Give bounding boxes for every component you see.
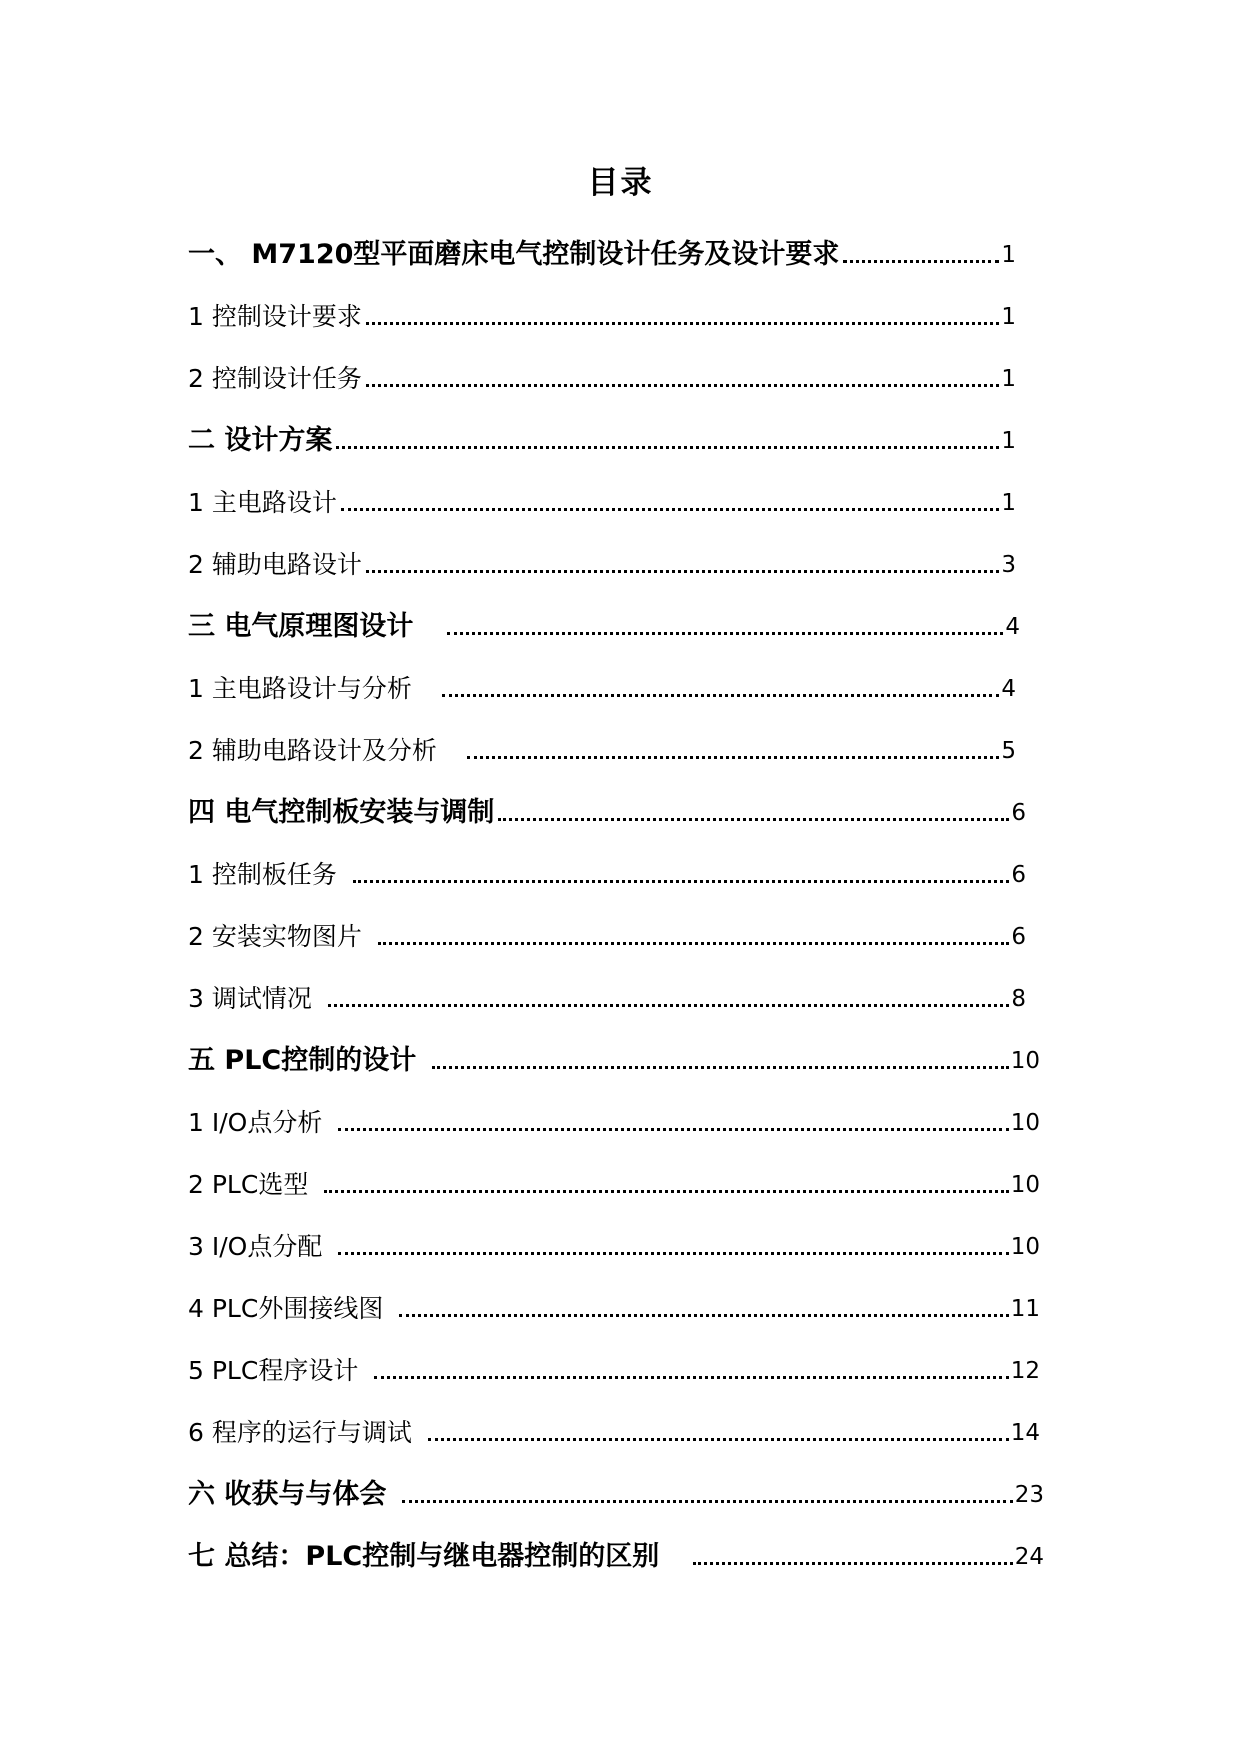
toc-entry-page: 23	[1014, 1482, 1044, 1508]
toc-entry-4[interactable]	[188, 790, 1026, 830]
toc-entry-1-1[interactable]	[188, 294, 1016, 334]
dot-leader	[693, 1562, 1013, 1565]
toc-entry-label: 一、 M7120型平面磨床电气控制设计任务及设计要求	[188, 239, 840, 270]
dot-leader	[843, 260, 999, 263]
toc-entry-page: 24	[1014, 1544, 1044, 1570]
toc-entry-1-2[interactable]	[188, 356, 1016, 396]
toc-entry-page: 1	[1001, 428, 1016, 454]
dot-leader	[366, 570, 1000, 573]
toc-entry-page: 8	[1011, 986, 1026, 1012]
toc-entry-page: 6	[1011, 862, 1026, 888]
toc-entry-4-1[interactable]	[188, 852, 1026, 892]
dot-leader	[366, 322, 1000, 325]
toc-entry-label: 二 设计方案	[188, 425, 333, 456]
toc-entry-5-6[interactable]	[188, 1410, 1040, 1450]
toc-entry-label: 3 调试情况	[188, 984, 312, 1013]
toc-entry-label: 三 电气原理图设计	[188, 611, 414, 642]
toc-entry-5-2[interactable]	[188, 1162, 1040, 1202]
toc-entry-page: 14	[1010, 1420, 1040, 1446]
toc-entry-label: 2 安装实物图片	[188, 922, 362, 951]
toc-entry-4-3[interactable]	[188, 976, 1026, 1016]
toc-entry-label: 1 主电路设计	[188, 488, 337, 517]
toc-entry-5-4[interactable]	[188, 1286, 1040, 1326]
toc-entry-2[interactable]	[188, 418, 1016, 458]
toc-entry-3[interactable]	[188, 604, 1020, 644]
toc-entry-label: 七 总结：PLC控制与继电器控制的区别	[188, 1541, 660, 1572]
dot-leader	[366, 384, 1000, 387]
dot-leader	[341, 508, 1000, 511]
toc-entry-label: 4 PLC外围接线图	[188, 1294, 384, 1323]
dot-leader	[428, 1438, 1009, 1441]
toc-entry-page: 10	[1010, 1172, 1040, 1198]
toc-entry-label: 五 PLC控制的设计	[188, 1045, 417, 1076]
toc-entry-label: 四 电气控制板安装与调制	[188, 797, 495, 828]
toc-entry-3-1[interactable]	[188, 666, 1016, 706]
toc-entry-1[interactable]	[188, 232, 1016, 272]
toc-entry-label: 2 PLC选型	[188, 1170, 309, 1199]
dot-leader	[467, 756, 1000, 759]
toc-entry-label: 六 收获与与体会	[188, 1479, 387, 1510]
dot-leader	[338, 1252, 1008, 1255]
toc-entry-label: 2 辅助电路设计及分析	[188, 736, 437, 765]
dot-leader	[399, 1314, 1008, 1317]
toc-title: 目录	[587, 165, 654, 201]
dot-leader	[432, 1066, 1009, 1069]
toc-entry-page: 1	[1001, 304, 1016, 330]
dot-leader	[324, 1190, 1008, 1193]
toc-entry-5-1[interactable]	[188, 1100, 1040, 1140]
toc-entry-label: 1 控制设计要求	[188, 302, 362, 331]
toc-entry-label: 3 I/O点分配	[188, 1232, 323, 1261]
toc-entry-label: 1 主电路设计与分析	[188, 674, 412, 703]
dot-leader	[336, 446, 999, 449]
toc-entry-page: 4	[1005, 614, 1020, 640]
toc-entry-6[interactable]	[188, 1472, 1044, 1512]
toc-entry-label: 1 控制板任务	[188, 860, 337, 889]
toc-entry-label: 2 辅助电路设计	[188, 550, 362, 579]
toc-entry-label: 6 程序的运行与调试	[188, 1418, 412, 1447]
toc-entry-page: 10	[1010, 1110, 1040, 1136]
toc-entry-page: 11	[1010, 1296, 1040, 1322]
toc-entry-2-2[interactable]	[188, 542, 1016, 582]
toc-entry-page: 3	[1001, 552, 1016, 578]
toc-entry-7[interactable]	[188, 1534, 1044, 1574]
dot-leader	[328, 1004, 1010, 1007]
toc-entry-page: 5	[1001, 738, 1016, 764]
dot-leader	[338, 1128, 1008, 1131]
dot-leader	[378, 942, 1010, 945]
dot-leader	[374, 1376, 1008, 1379]
toc-entry-page: 4	[1001, 676, 1016, 702]
toc-entry-label: 5 PLC程序设计	[188, 1356, 359, 1385]
toc-entry-5-3[interactable]	[188, 1224, 1040, 1264]
toc-entry-3-2[interactable]	[188, 728, 1016, 768]
toc-entry-4-2[interactable]	[188, 914, 1026, 954]
dot-leader	[447, 632, 1003, 635]
toc-entry-page: 10	[1010, 1048, 1040, 1074]
toc-entry-page: 10	[1010, 1234, 1040, 1260]
toc-entry-page: 6	[1011, 800, 1026, 826]
toc-entry-page: 6	[1011, 924, 1026, 950]
dot-leader	[498, 818, 1009, 821]
toc-entry-5[interactable]	[188, 1038, 1040, 1078]
toc-entry-label: 2 控制设计任务	[188, 364, 362, 393]
toc-entry-label: 1 I/O点分析	[188, 1108, 323, 1137]
toc-entry-2-1[interactable]	[188, 480, 1016, 520]
dot-leader	[402, 1500, 1012, 1503]
toc-entry-page: 1	[1001, 242, 1016, 268]
toc-entry-page: 1	[1001, 366, 1016, 392]
dot-leader	[442, 694, 1000, 697]
toc-entry-5-5[interactable]	[188, 1348, 1040, 1388]
toc-entry-page: 1	[1001, 490, 1016, 516]
toc-entry-page: 12	[1010, 1358, 1040, 1384]
dot-leader	[353, 880, 1010, 883]
